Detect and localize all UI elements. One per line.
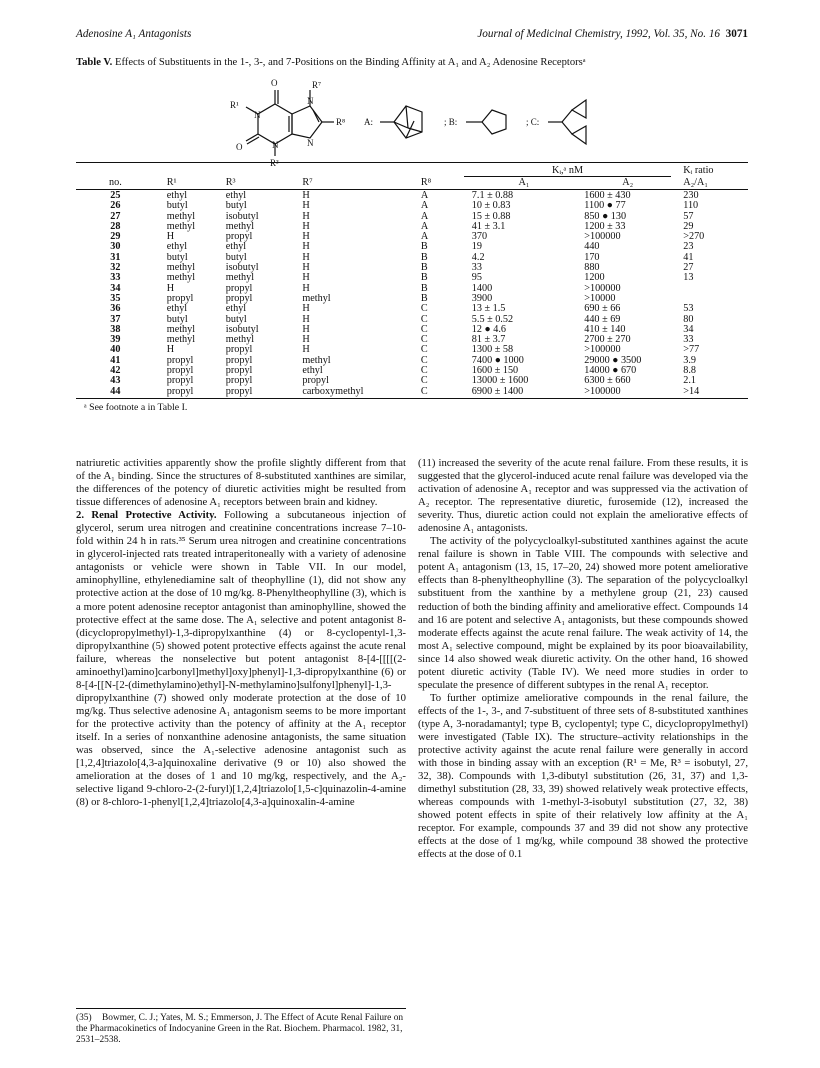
page-number: 3071 — [725, 28, 748, 40]
cell-no: 37 — [110, 313, 121, 325]
reference-footnote — [76, 1008, 406, 1047]
running-head-journal — [477, 28, 748, 40]
cell-no: 32 — [110, 262, 121, 274]
column-header-a1: A₁ — [464, 177, 576, 190]
cell-r7: ethyl — [302, 365, 323, 377]
cell-r1: H — [166, 282, 175, 294]
cell-r3: ethyl — [225, 303, 247, 315]
cell-r3: propyl — [225, 292, 253, 304]
cell-r8: C — [409, 387, 464, 399]
cell-ratio: 3.9 — [683, 354, 696, 366]
cell-r7: propyl — [302, 375, 329, 387]
cell-a1: 1400 — [471, 282, 493, 294]
cell-no: 40 — [110, 344, 121, 356]
cell-a1: 13000 ± 1600 — [471, 375, 529, 387]
body-column-left — [76, 457, 406, 809]
cell-ratio: 80 — [683, 313, 694, 325]
cell-no: 34 — [110, 282, 121, 294]
cell-r3: propyl — [226, 387, 303, 399]
n9-label: N — [307, 138, 314, 148]
cell-a1: 370 — [471, 231, 488, 243]
cell-r1: propyl — [166, 365, 194, 377]
cell-r3: butyl — [225, 251, 247, 263]
cell-a1: 33 — [471, 262, 482, 274]
cell-r8: B — [420, 262, 428, 274]
cell-r8: B — [420, 272, 428, 284]
cell-ratio: 8.8 — [683, 365, 696, 377]
substituent-a-label: A: — [364, 117, 373, 127]
table-caption — [76, 57, 748, 68]
cell-r1: ethyl — [166, 241, 188, 253]
cell-a2: >100000 — [584, 344, 621, 356]
table-v — [76, 162, 748, 413]
cell-r7: H — [302, 334, 310, 346]
cell-r7: H — [302, 210, 310, 222]
cell-ratio: 13 — [683, 272, 694, 284]
cell-no: 33 — [110, 272, 121, 284]
cell-a2: 850 ● 130 — [584, 210, 627, 222]
cell-a2: 2700 ± 270 — [584, 334, 631, 346]
cell-r7: H — [302, 241, 310, 253]
paragraph-text: Following a subcutaneous injection of glycerol, serum urea nitrogen and creatinine concentrations increase 7–10-fold within 24 h in rats.³⁵ Serum urea nitrogen and creatinine concentrations in glycerol-injected rats treated intraperitoneally with a variety of adenosine antagonists or vehicle were shown in Table VII. In our model, aminophylline, ethylenediamine salt of theophylline (1), did not show any protective action at the dose of 10 mg/kg. 8-Phenyltheophylline (3), which is a more potent adenosine receptor antagonist than aminophylline, showed the protective effect at the same dose. The A₁ selective and potent antagonist 8-(dicyclopropylmethyl)-1,3-dipropylxanthine (4) or 8-cyclopentyl-1,3-dipropylxanthine (5) showed potent protective effects against the acute renal failure, whereas the nonselective but potent antagonist 8-[4-[[[[(2-aminoethyl)amino]carbonyl]methyl]oxy]phenyl]-1,3-dipropylxanthine (6) or 8-[4-[[N-[2-(dimethylamino)ethyl]-N-methylamino]sulfonyl]phenyl]-1,3-dipropylxanthine (7) showed only moderate protection at the dose of 10 mg/kg. Thus selective adenosine A₁ antagonism seems to be more important for the protective activity than the potency of affinity at the A₁ receptor itself. In a series of nonxanthine adenosine antagonists, the same situation was observed, since the A₁-selective adenosine antagonist such as [1,2,4]triazolo[4,3-a]quinoxaline derivative (9 or 10) also showed the amelioration at the doses of 1 and 10 mg/kg, respectively, and the A₂-selective ligand 9-chloro-2-(2-furyl)[1,2,4]triazolo[1,5-c]quinazolin-4-amine (8) or 8-chloro-1-phenyl[1,2,4]triazolo[4,3-a]quinoxalin-4-amine — [76, 509, 406, 809]
column-header-r7: R⁷ — [302, 177, 409, 190]
cell-r7: methyl — [302, 292, 331, 304]
cell-a2: >10000 — [584, 292, 616, 304]
cell-r1: H — [166, 344, 175, 356]
cell-r7: H — [302, 220, 310, 232]
cell-r7: H — [302, 272, 310, 284]
cell-a1: 15 ± 0.88 — [471, 210, 511, 222]
column-header-a2: A₂ — [576, 177, 671, 190]
cell-r8: C — [420, 344, 428, 356]
cell-no: 27 — [110, 210, 121, 222]
cell-a2: 880 — [584, 262, 600, 274]
n1-label: N — [254, 110, 261, 120]
cell-no: 30 — [110, 241, 121, 253]
cell-r1: methyl — [166, 262, 196, 274]
cell-r7: H — [302, 344, 310, 356]
cell-r3: propyl — [225, 354, 253, 366]
cell-a2: 29000 ● 3500 — [584, 354, 642, 366]
cell-r8: C — [420, 313, 428, 325]
cell-r8: A — [420, 210, 429, 222]
cell-a1: 13 ± 1.5 — [471, 303, 506, 315]
section-heading: 2. Renal Protective Activity. — [76, 509, 217, 522]
cell-r8: B — [420, 282, 428, 294]
paragraph: The activity of the polycycloalkyl-substituted xanthines against the acute renal failure is shown in Table VIII. The compounds with selective and potent A₁ antagonism (13, 15, 17–20, 24) showed more potent ameliorative effects than 8-phenyltheophylline (3). The separation of the polycycloalkyl substituent from the xanthine by a methylene group (21, 23) caused reduction of both the binding affinity and ameliorative effect. Compounds 14 and 16 are potent and selective A₁ antagonists, but these compounds showed moderate effects against the acute renal failure. The weak activity of 14, the most A₁ selective compound, might be explained by its poor bioavailability, since 14 also showed weak diuretic activity. On the other hand, 16 showed potent diuretic activity (Table IV). We need more studies in order to speculate the presence of different subtypes in the renal A₁ receptor. — [418, 535, 748, 691]
cell-a1: 12 ● 4.6 — [471, 323, 506, 335]
cell-r1: methyl — [166, 323, 196, 335]
column-header-ratio-top: Kᵢ ratio — [671, 163, 748, 177]
r8-label: R⁸ — [336, 117, 346, 127]
journal-citation: Journal of Medicinal Chemistry, 1992, Vol. 35, No. 16 — [477, 28, 721, 40]
cell-a1: 1600 ± 150 — [471, 365, 519, 377]
cell-r7: H — [302, 190, 310, 201]
cell-ratio: >270 — [683, 231, 705, 243]
cell-r3: ethyl — [225, 241, 247, 253]
cell-a2: 6300 ± 660 — [584, 375, 631, 387]
cell-r3: methyl — [225, 220, 255, 232]
cell-ratio: 57 — [683, 210, 694, 222]
column-header-r8: R⁸ — [409, 177, 464, 190]
cell-r8: A — [420, 220, 429, 232]
carbonyl-oxygen-bottom: O — [236, 142, 243, 152]
cell-a1: 81 ± 3.7 — [471, 334, 506, 346]
cell-ratio: >14 — [671, 387, 748, 399]
cell-a2: 14000 ● 670 — [584, 365, 637, 377]
cell-no: 38 — [110, 323, 121, 335]
cell-r7: H — [302, 313, 310, 325]
n7-label: N — [307, 96, 314, 106]
r3-label: R³ — [270, 158, 279, 166]
cell-r1: methyl — [166, 272, 196, 284]
running-head — [76, 28, 748, 42]
cell-r3: isobutyl — [225, 323, 259, 335]
cell-r3: propyl — [225, 282, 253, 294]
cell-r7: H — [302, 251, 310, 263]
cell-r3: methyl — [225, 272, 255, 284]
reference-text: Bowmer, C. J.; Yates, M. S.; Emmerson, J. The Effect of Acute Renal Failure on the Pharmacokinetics of Indocyanine Green in the Rat. Biochem. Pharmacol. 1982, 31, 2531–2538. — [76, 1013, 404, 1046]
cell-a1: 7400 ● 1000 — [471, 354, 524, 366]
table-footnote: ᵃ See footnote a in Table I. — [84, 401, 188, 413]
cell-r1: butyl — [166, 251, 188, 263]
column-header-ratio-bottom: A₂/A₁ — [671, 177, 748, 190]
cell-a2: 170 — [584, 251, 600, 263]
cell-a1: 7.1 ± 0.88 — [471, 190, 514, 201]
r1-label: R¹ — [230, 100, 239, 110]
cell-r8: B — [420, 251, 428, 263]
cell-r8: C — [420, 365, 428, 377]
cell-r1: butyl — [166, 313, 188, 325]
cell-r7: methyl — [302, 354, 331, 366]
cell-r7: H — [302, 282, 310, 294]
cell-r8: A — [420, 200, 429, 212]
cell-r8: C — [420, 334, 428, 346]
cell-ratio: 27 — [683, 262, 694, 274]
cell-r1: propyl — [166, 375, 194, 387]
cell-r1: butyl — [166, 200, 188, 212]
cell-no: 44 — [76, 387, 141, 399]
paragraph: (11) increased the severity of the acute renal failure. From these results, it is suggested that the glycerol-induced acute renal failure was developed via the activation of adenosine A₁ receptor and was suppressed via the activation of A₂ receptor. The representative diuretic, furosemide (12), increased the severity. Thus, diuretic action could not explain the ameliorative effects of adenosine A₁ antagonists. — [418, 457, 748, 535]
cell-a1: 5.5 ± 0.52 — [471, 313, 514, 325]
cell-a1: 41 ± 3.1 — [471, 220, 506, 232]
cell-r1: ethyl — [166, 303, 188, 315]
cell-r7: carboxymethyl — [302, 387, 409, 399]
cell-a2: 440 — [584, 241, 600, 253]
cell-r3: butyl — [225, 200, 247, 212]
cell-r1: ethyl — [166, 190, 188, 201]
cell-r3: isobutyl — [225, 262, 259, 274]
r7-label: R⁷ — [312, 80, 322, 90]
cell-a2: >100000 — [584, 282, 621, 294]
body-column-right — [418, 457, 748, 861]
cell-no: 42 — [110, 365, 121, 377]
cell-ratio: 34 — [683, 323, 694, 335]
cell-r8: A — [420, 231, 429, 243]
cell-a1: 6900 ± 1400 — [464, 387, 576, 399]
cell-no: 31 — [110, 251, 121, 263]
cell-a1: 19 — [471, 241, 482, 253]
cell-a1: 1300 ± 58 — [471, 344, 514, 356]
cell-r1: methyl — [166, 210, 196, 222]
cell-ratio: 230 — [683, 190, 699, 201]
cell-no: 36 — [110, 303, 121, 315]
reference-number: (35) — [76, 1013, 92, 1023]
cell-ratio: >77 — [683, 344, 700, 356]
column-header-r1: R¹ — [141, 177, 226, 190]
n3-label: N — [272, 140, 279, 150]
table-row — [76, 335, 748, 345]
cell-no: 29 — [110, 231, 121, 243]
binding-affinity-table — [76, 162, 748, 399]
cell-a2: 690 ± 66 — [584, 303, 621, 315]
cell-ratio: 29 — [683, 220, 694, 232]
cell-no: 26 — [110, 200, 121, 212]
cell-a2: 1200 ± 33 — [584, 220, 626, 232]
cell-r8: A — [420, 190, 429, 201]
column-header-r3: R³ — [226, 177, 303, 190]
cell-a2: 1600 ± 430 — [584, 190, 631, 201]
cell-ratio: 41 — [683, 251, 694, 263]
cell-a2: 1200 — [584, 272, 605, 284]
cell-a1: 10 ± 0.83 — [471, 200, 511, 212]
paragraph: natriuretic activities apparently show the profile slightly different from that of the A₁ binding. Since the structures of 8-substituted xanthines are similar, the differences of the potency of diuretic activities might be resulted from tissue differences of adenosine A₁ receptors between brain and kidney. — [76, 457, 406, 509]
table-caption-text: Effects of Substituents in the 1-, 3-, and 7-Positions on the Binding Affinity at A₁ and A₂ Adenosine Receptorsᵃ — [114, 57, 586, 68]
cell-a1: 4.2 — [471, 251, 485, 263]
cell-r3: methyl — [225, 334, 255, 346]
cell-r3: propyl — [225, 365, 253, 377]
cell-a2: 440 ± 69 — [584, 313, 621, 325]
cell-r8: C — [420, 375, 428, 387]
table-body — [76, 190, 748, 399]
substituent-c-label: ; C: — [526, 117, 540, 127]
cell-r8: C — [420, 323, 428, 335]
column-header-ki: Kᵢ,ᵃ nM — [464, 163, 671, 177]
cell-r8: C — [420, 303, 428, 315]
table-row — [76, 222, 748, 232]
cell-ratio — [671, 284, 748, 294]
paragraph: To further optimize ameliorative compounds in the renal failure, the effects of the 1-, 3-, and 7-substituent of three sets of 8-substituted xanthines (type A, 3-noradamantyl; type B, cyclopentyl; type C, dicyclopropylmethyl) were investigated (Table IX). The structure–activity relationships in the protective activity against the acute renal failure were generally in accord with those in binding assay with an exception (R¹ = Me, R³ = isobutyl, 27, 32, 38). Compounds with 1,3-dibutyl substitution (26, 31, 37) and 1,3-dimethyl substitution (28, 33, 39) showed relatively weak protective effects, whereas compounds with 1-methyl-3-isobutyl substitution (27, 32, 38) showed potent effects in spite of their relatively low affinity at the A₁ receptor. For example, compounds 37 and 39 did not show any protective effects at the dose of 1 mg/kg, while compound 38 showed the protective effects at the dose of 0.1 — [418, 691, 748, 861]
cell-r7: H — [302, 200, 310, 212]
cell-a2: >100000 — [584, 231, 621, 243]
running-head-title: Adenosine A₁ Antagonists — [76, 28, 192, 40]
cell-r1: methyl — [166, 220, 196, 232]
cell-ratio: 33 — [683, 334, 694, 346]
cell-r7: H — [302, 323, 310, 335]
cell-r7: H — [302, 303, 310, 315]
cell-r1: propyl — [166, 292, 194, 304]
cell-no: 25 — [110, 190, 121, 201]
cell-no: 39 — [110, 334, 121, 346]
cell-no: 28 — [110, 220, 121, 232]
cell-r1: propyl — [141, 387, 226, 399]
table-row — [76, 387, 748, 399]
cell-ratio: 110 — [683, 200, 699, 212]
cell-r3: propyl — [225, 231, 253, 243]
cell-ratio: 2.1 — [683, 375, 696, 387]
cell-a2: 410 ± 140 — [584, 323, 626, 335]
cell-r3: butyl — [225, 313, 247, 325]
carbonyl-oxygen-top: O — [271, 78, 278, 88]
cell-r1: propyl — [166, 354, 194, 366]
cell-ratio: 23 — [683, 241, 694, 253]
cell-r8: C — [420, 354, 428, 366]
table-label: Table V. — [76, 57, 113, 68]
cell-r7: H — [302, 262, 310, 274]
cell-r8: B — [420, 292, 428, 304]
cell-r7: H — [302, 231, 310, 243]
cell-a2: >100000 — [576, 387, 671, 399]
cell-a1: 3900 — [471, 292, 493, 304]
cell-r3: isobutyl — [225, 210, 259, 222]
cell-ratio: 53 — [683, 303, 694, 315]
cell-no: 35 — [110, 292, 121, 304]
substituent-b-label: ; B: — [444, 117, 458, 127]
cell-no: 41 — [110, 354, 121, 366]
cell-r3: propyl — [225, 344, 253, 356]
cell-r3: ethyl — [225, 190, 247, 201]
cell-a2: 1100 ● 77 — [584, 200, 626, 212]
cell-no: 43 — [110, 375, 121, 387]
cell-r1: methyl — [166, 334, 196, 346]
cell-r1: H — [166, 231, 175, 243]
xanthine-structure-diagram — [230, 76, 610, 166]
cell-a1: 95 — [471, 272, 482, 284]
cell-r3: propyl — [225, 375, 253, 387]
table-row — [76, 273, 748, 283]
column-header-no: no. — [76, 177, 141, 190]
cell-r8: B — [420, 241, 428, 253]
